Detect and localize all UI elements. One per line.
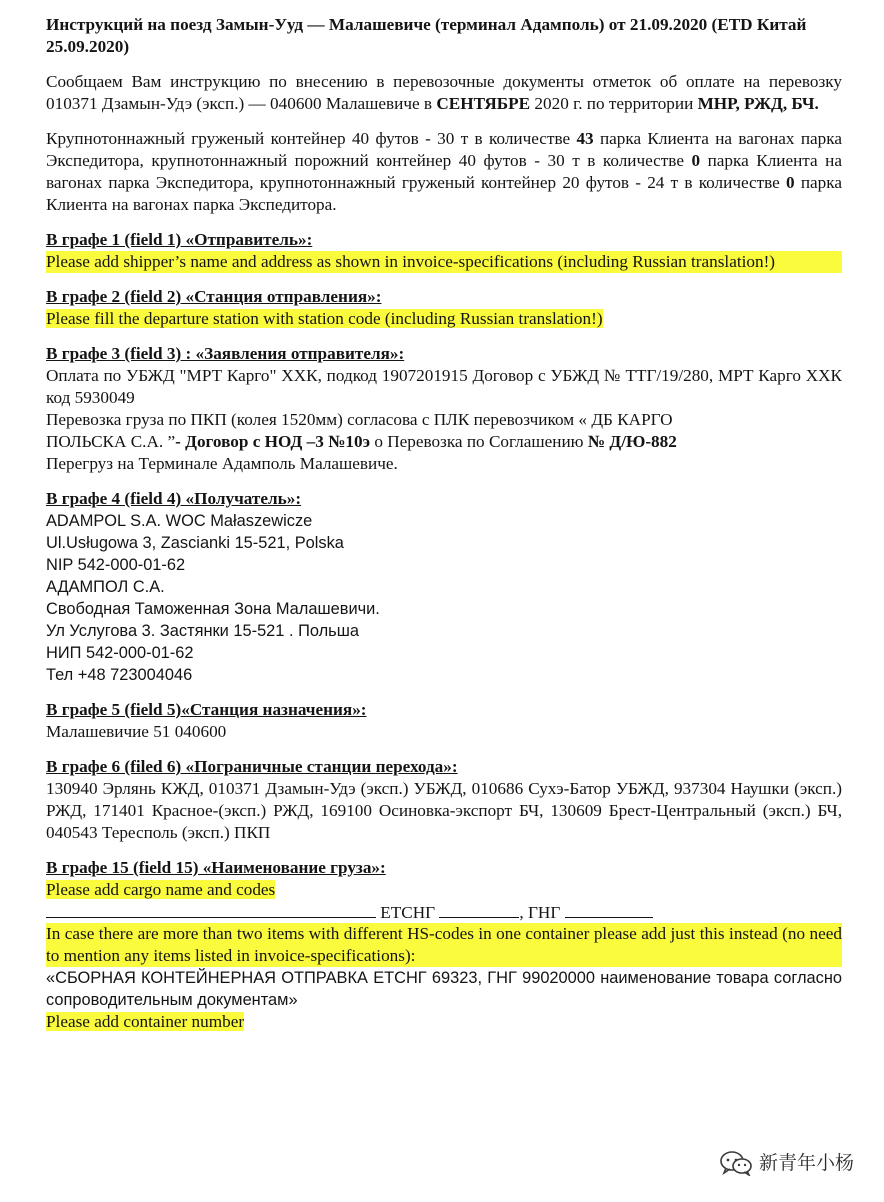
field-5-section (46, 699, 842, 743)
border-stations: 130940 Эрлянь КЖД, 010371 Дзамын-Удэ (эксп.) УБЖД, 010686 Сухэ-Батор УБЖД, 937304 Наушки (эксп.) РЖД, 171401 Красное-(эксп.) РЖД, 169100 Осиновка-экспорт БЧ, 130609 Брест-Центральный (эксп.) БЧ, 040543 Тересполь (эксп.) ПКП (46, 779, 842, 842)
intro-paragraph (46, 71, 842, 115)
consignee-line: АДАМПОЛ С.А. (46, 578, 165, 596)
field-2-heading: В графе 2 (field 2) «Станция отправления»: (46, 287, 382, 306)
field-3-contract-line (46, 431, 842, 453)
intro-mid: 2020 г. по территории (530, 94, 698, 113)
wechat-icon (719, 1150, 753, 1176)
containers-text-4: парка Клиента на вагонах парка Экспедитора. (46, 173, 842, 214)
field-1-heading: В графе 1 (field 1) «Отправитель»: (46, 230, 313, 249)
document-page (46, 14, 842, 1046)
consolidated-shipment-text: «СБОРНАЯ КОНТЕЙНЕРНАЯ ОТПРАВКА ЕТСНГ 69323, ГНГ 99020000 наименование товара согласно сопроводительным документам» (46, 969, 842, 1009)
consignee-line: Свободная Таможенная Зона Малашевичи. (46, 600, 380, 618)
watermark (719, 1150, 854, 1176)
container-number-note: Please add container number (46, 1012, 245, 1031)
field-3-heading: В графе 3 (field 3) : «Заявления отправителя»: (46, 344, 405, 363)
consignee-line: ADAMPOL S.A. WOC Małaszewicze (46, 512, 313, 530)
watermark-text: 新青年小杨 (758, 1152, 854, 1174)
field-3-section (46, 343, 842, 475)
field-3-agreement-text: о Перевозка по Соглашению (370, 432, 588, 451)
field-3-contract: - Договор с НОД –3 №10э (175, 432, 371, 451)
intro-railways: МНР, РЖД, БЧ. (697, 94, 819, 113)
consignee-line: Тел +48 723004046 (46, 666, 193, 684)
field-4-section (46, 488, 842, 686)
containers-count-40ft-loaded: 43 (576, 129, 594, 148)
document-title: Инструкций на поезд Замын-Ууд — Малашевиче (терминал Адамполь) от 21.09.2020 (ETD Китай 25.09.2020) (46, 15, 807, 56)
field-3-carrier-name: ПОЛЬСКА С.А. ” (46, 432, 176, 451)
etsng-label: ЕТСНГ (380, 903, 436, 922)
field-6-section (46, 756, 842, 844)
consignee-line: NIP 542-000-01-62 (46, 556, 186, 574)
field-3-transshipment-line: Перегруз на Терминале Адамполь Малашевиче. (46, 454, 398, 473)
containers-count-20ft-loaded: 0 (786, 173, 795, 192)
field-1-section (46, 229, 842, 273)
field-3-transport-line: Перевозка груза по ПКП (колея 1520мм) согласова с ПЛК перевозчиком « ДБ КАРГО (46, 410, 673, 429)
field-1-note: Please add shipper’s name and address as shown in invoice-specifications (including Russian translation!) (46, 251, 842, 273)
containers-text-3: парка Клиента на вагонах парка Экспедитора, крупнотоннажный груженый контейнер 20 футов - 24 т в количестве (46, 151, 842, 192)
field-2-note-wrap (46, 308, 842, 330)
container-note-wrap (46, 1011, 842, 1033)
field-2-note: Please fill the departure station with station code (including Russian translation!) (46, 309, 603, 328)
field-15-note-wrap (46, 879, 842, 901)
field-5-heading: В графе 5 (field 5)«Станция назначения»: (46, 700, 367, 719)
consignee-line: Ul.Usługowa 3, Zascianki 15-521, Polska (46, 534, 344, 552)
consignee-line: НИП 542-000-01-62 (46, 644, 194, 662)
etsng-blank (439, 901, 519, 918)
field-15-heading: В графе 15 (field 15) «Наименование груза»: (46, 858, 386, 877)
consignee-line: Ул Услугова 3. Застянки 15-521 . Польша (46, 622, 359, 640)
containers-count-40ft-empty: 0 (691, 151, 701, 170)
cargo-name-note: Please add cargo name and codes (46, 880, 276, 899)
field-4-heading: В графе 4 (field 4) «Получатель»: (46, 489, 302, 508)
cargo-codes-line (46, 901, 842, 923)
cargo-name-blank (46, 901, 376, 918)
intro-text: Сообщаем Вам инструкцию по внесению в перевозочные документы отметок об оплате на перевозку 010371 Дзамын-Удэ (эксп.) — 040600 Малашевиче в (46, 72, 842, 113)
field-15-section (46, 857, 842, 1033)
field-3-payment-line: Оплата по УБЖД "МРТ Карго" ХХК, подкод 1907201915 Договор с УБЖД № ТТГ/19/280, МРТ Карго ХХК код 5930049 (46, 366, 842, 407)
intro-month: СЕНТЯБРЕ (436, 94, 531, 113)
containers-text-2: парка Клиента на вагонах парка Экспедитора, крупнотоннажный порожний контейнер 40 футов - 30 т в количестве (46, 129, 842, 170)
gng-label: , ГНГ (519, 903, 561, 922)
destination-station: Малашевичие 51 040600 (46, 722, 227, 741)
containers-text-1: Крупнотоннажный груженый контейнер 40 футов - 30 т в количестве (46, 129, 577, 148)
field-3-agreement-number: № Д/Ю-882 (587, 432, 677, 451)
gng-blank (565, 901, 653, 918)
multiple-items-note: In case there are more than two items with different HS-codes in one container please add just this instead (no need to mention any items listed in invoice-specifications): (46, 924, 842, 965)
field-2-section (46, 286, 842, 330)
containers-paragraph (46, 128, 842, 216)
field-6-heading: В графе 6 (filed 6) «Пограничные станции перехода»: (46, 757, 458, 776)
